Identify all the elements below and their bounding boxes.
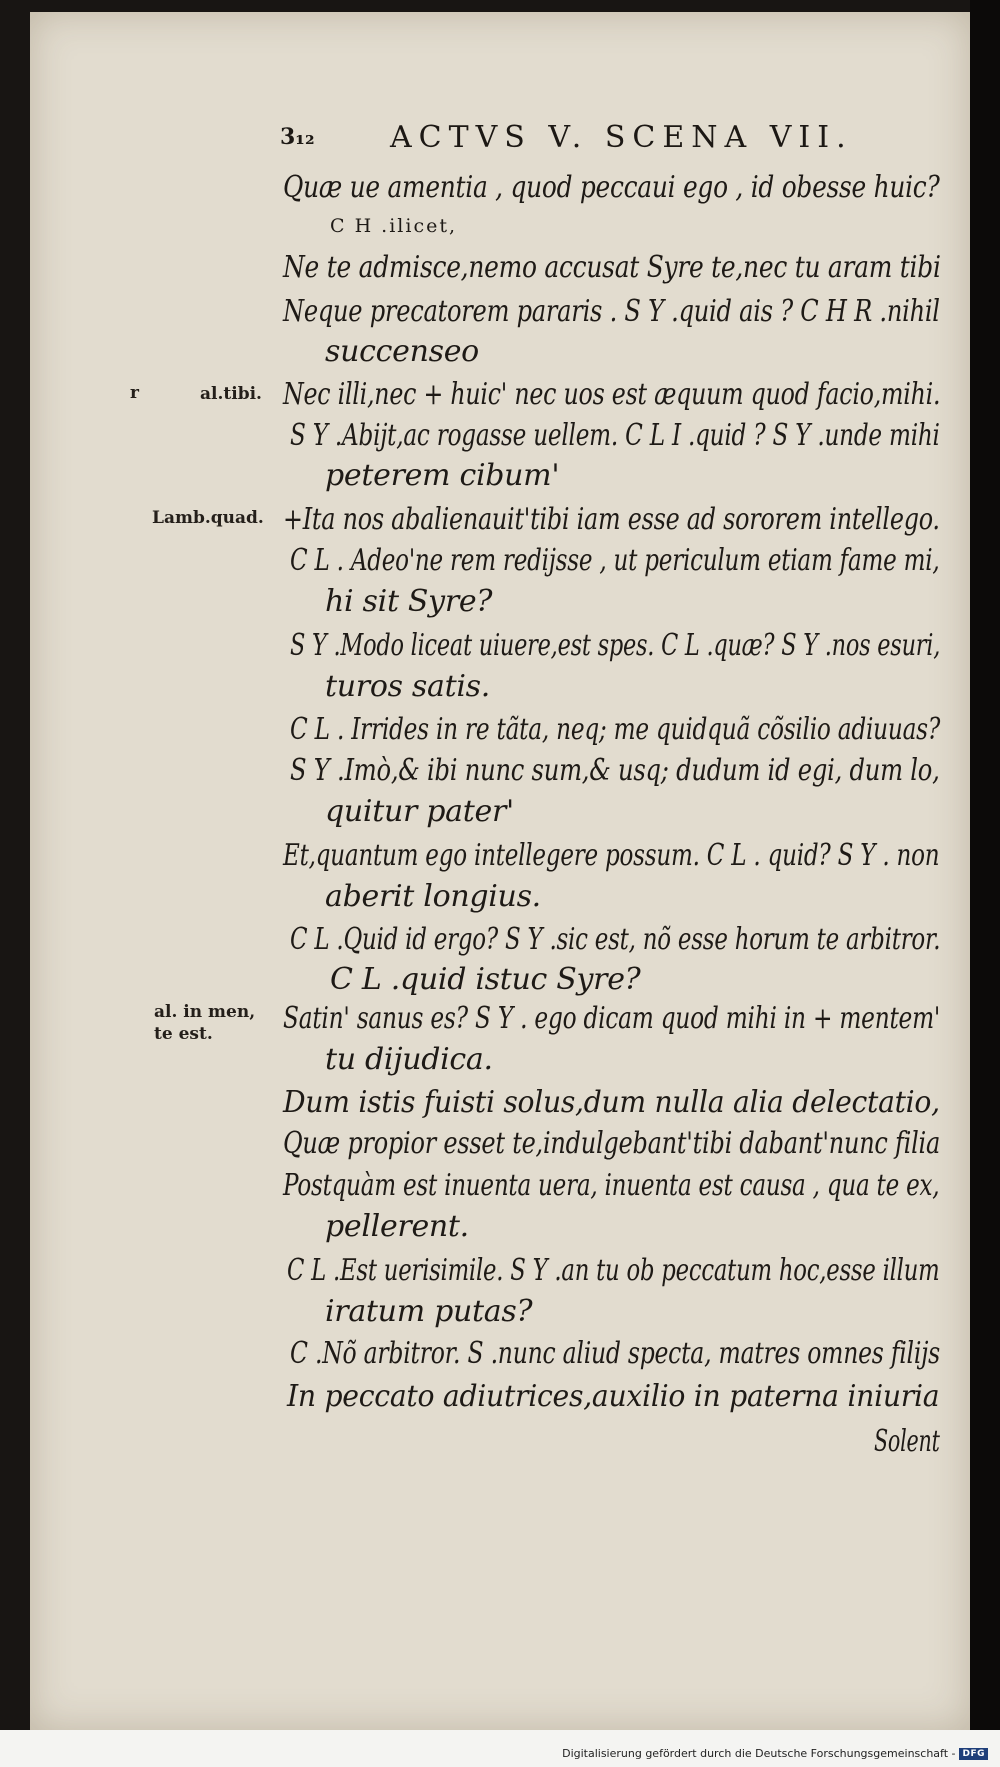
text-line: C L . Adeo'ne rem redijsse , ut periculum etiam fame mi, xyxy=(290,543,940,578)
margin-mark: r xyxy=(130,383,139,403)
text-line: C L .quid istuc Syre? xyxy=(330,962,641,997)
text-line: C .Nõ arbitror. S .nunc aliud specta, matres omnes filijs xyxy=(290,1336,940,1371)
margin-note-lamb-quad: Lamb.quad. xyxy=(152,508,264,528)
text-line: iratum putas? xyxy=(325,1294,533,1329)
text-line: S Y .Abijt,ac rogasse uellem. C L I .quid ? S Y .unde mihi xyxy=(290,418,940,453)
text-line: succenseo xyxy=(325,334,479,369)
footer-bar xyxy=(0,1730,1000,1767)
footer-credit xyxy=(562,1747,988,1760)
scan-edge xyxy=(970,0,1000,1767)
text-line: Postquàm est inuenta uera, inuenta est causa , qua te ex, xyxy=(283,1168,940,1203)
text-line: S Y .Modo liceat uiuere,est spes. C L .quæ? S Y .nos esuri, xyxy=(290,628,941,663)
page-number: 3₁₂ xyxy=(280,124,315,150)
text-line: C L .Quid id ergo? S Y .sic est, nõ esse horum te arbitror. xyxy=(290,922,941,957)
text-line: C H .ilicet, xyxy=(330,215,458,237)
catchword: Solent xyxy=(874,1424,940,1459)
text-line: aberit longius. xyxy=(325,879,541,914)
text-line: Nec illi,nec + huic' nec uos est æquum quod facio,mihi. xyxy=(283,377,941,412)
text-line: Et,quantum ego intellegere possum. C L . quid? S Y . non xyxy=(283,838,940,873)
text-line: tu dijudica. xyxy=(325,1042,493,1077)
footer-credit-text: Digitalisierung gefördert durch die Deutsche Forschungsgemeinschaft - xyxy=(562,1747,956,1760)
margin-note-te-est: te est. xyxy=(154,1024,213,1044)
text-line: Quæ propior esset te,indulgebant'tibi dabant'nunc filia xyxy=(283,1126,941,1161)
text-line: peterem cibum' xyxy=(325,458,560,493)
text-line: Neque precatorem pararis . S Y .quid ais ? C H R .nihil xyxy=(283,294,940,329)
text-line: hi sit Syre? xyxy=(325,584,493,619)
text-line: Ne te admisce,nemo accusat Syre te,nec tu aram tibi xyxy=(283,250,941,285)
dfg-logo-icon: DFG xyxy=(959,1748,988,1760)
text-line: In peccato adiutrices,auxilio in paterna iniuria xyxy=(287,1379,940,1414)
text-line: Dum istis fuisti solus,dum nulla alia delectatio, xyxy=(283,1085,940,1120)
text-line: turos satis. xyxy=(325,669,490,704)
text-line: Quæ ue amentia , quod peccaui ego , id obesse huic? xyxy=(283,170,940,205)
margin-note-al-in-mente: al. in men, xyxy=(154,1002,256,1022)
text-line: Satin' sanus es? S Y . ego dicam quod mihi in + mentem' xyxy=(283,1001,941,1036)
text-line: C L . Irrides in re tãta, neq; me quidquã cõsilio adiuuas? xyxy=(290,712,941,747)
text-line: pellerent. xyxy=(325,1209,469,1244)
margin-note-al-tibi: al.tibi. xyxy=(200,384,262,404)
text-line: quitur pater' xyxy=(325,794,514,829)
text-line: +Ita nos abalienauit'tibi iam esse ad sororem intellego. xyxy=(283,502,940,537)
text-line: C L .Est uerisimile. S Y .an tu ob peccatum hoc,esse illum xyxy=(287,1253,940,1288)
text-line: S Y .Imò,& ibi nunc sum,& usq; dudum id egi, dum lo, xyxy=(290,753,940,788)
running-title: ACTVS V. SCENA VII. xyxy=(390,120,853,155)
